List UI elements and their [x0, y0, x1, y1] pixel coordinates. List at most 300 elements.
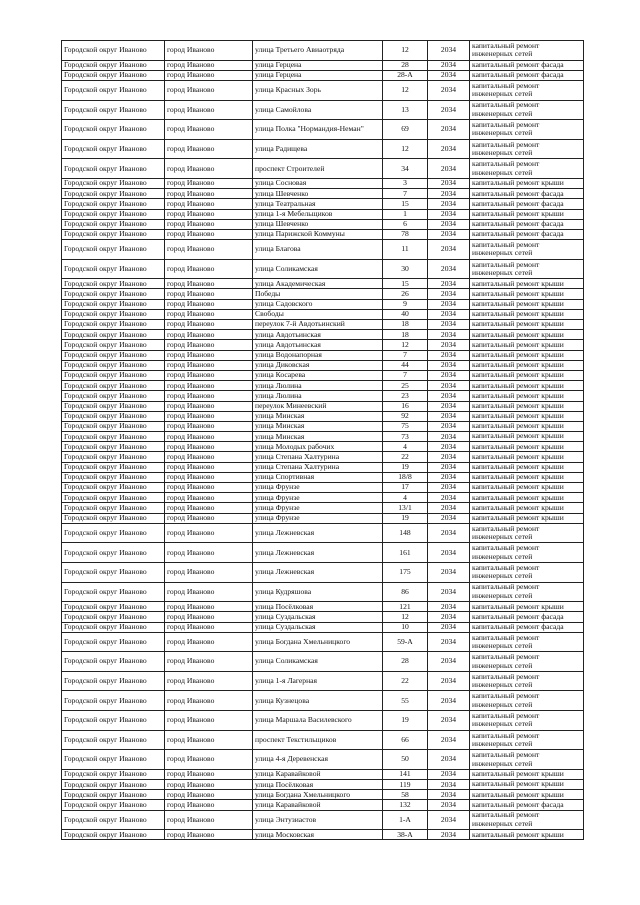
work-type-cell: капитальный ремонт крыши [470, 452, 584, 462]
city-cell: город Иваново [165, 279, 253, 289]
work-type-cell: капитальный ремонт крыши [470, 472, 584, 482]
work-type-cell: капитальный ремонт инженерных сетей [470, 582, 584, 602]
year-cell: 2034 [428, 800, 470, 810]
work-type-cell: капитальный ремонт крыши [470, 769, 584, 779]
year-cell: 2034 [428, 493, 470, 503]
city-cell: город Иваново [165, 523, 253, 543]
district-cell: Городской округ Иваново [62, 432, 165, 442]
table-row [62, 120, 584, 140]
district-cell: Городской округ Иваново [62, 442, 165, 452]
house-number-cell: 34 [383, 159, 428, 179]
house-number-cell: 13/1 [383, 503, 428, 513]
street-cell: улица Минская [253, 421, 383, 431]
year-cell: 2034 [428, 562, 470, 582]
year-cell: 2034 [428, 830, 470, 840]
work-type-cell: капитальный ремонт инженерных сетей [470, 730, 584, 750]
year-cell: 2034 [428, 632, 470, 652]
house-number-cell: 121 [383, 602, 428, 612]
district-cell: Городской округ Иваново [62, 483, 165, 493]
work-type-cell: капитальный ремонт крыши [470, 309, 584, 319]
table-row [62, 41, 584, 61]
street-cell: улица Диковская [253, 360, 383, 370]
year-cell: 2034 [428, 178, 470, 188]
district-cell: Городской округ Иваново [62, 562, 165, 582]
street-cell: улица Парижской Коммуны [253, 229, 383, 239]
district-cell: Городской округ Иваново [62, 259, 165, 279]
year-cell: 2034 [428, 80, 470, 100]
street-cell: улица 1-я Лагерная [253, 671, 383, 691]
house-number-cell: 18 [383, 330, 428, 340]
district-cell: Городской округ Иваново [62, 309, 165, 319]
table-row [62, 330, 584, 340]
street-cell: улица Сосновая [253, 178, 383, 188]
year-cell: 2034 [428, 70, 470, 80]
house-number-cell: 4 [383, 493, 428, 503]
district-cell: Городской округ Иваново [62, 60, 165, 70]
district-cell: Городской округ Иваново [62, 370, 165, 380]
year-cell: 2034 [428, 391, 470, 401]
district-cell: Городской округ Иваново [62, 411, 165, 421]
district-cell: Городской округ Иваново [62, 401, 165, 411]
work-type-cell: капитальный ремонт инженерных сетей [470, 240, 584, 260]
house-number-cell: 18/8 [383, 472, 428, 482]
street-cell: улица Люлина [253, 391, 383, 401]
table-row [62, 289, 584, 299]
city-cell: город Иваново [165, 602, 253, 612]
city-cell: город Иваново [165, 421, 253, 431]
street-cell: улица 1-я Мебельщиков [253, 209, 383, 219]
district-cell: Городской округ Иваново [62, 652, 165, 672]
house-number-cell: 59-А [383, 632, 428, 652]
work-type-cell: капитальный ремонт крыши [470, 360, 584, 370]
work-type-cell: капитальный ремонт крыши [470, 493, 584, 503]
city-cell: город Иваново [165, 70, 253, 80]
city-cell: город Иваново [165, 350, 253, 360]
year-cell: 2034 [428, 472, 470, 482]
city-cell: город Иваново [165, 299, 253, 309]
city-cell: город Иваново [165, 671, 253, 691]
city-cell: город Иваново [165, 229, 253, 239]
city-cell: город Иваново [165, 730, 253, 750]
house-number-cell: 7 [383, 370, 428, 380]
city-cell: город Иваново [165, 340, 253, 350]
district-cell: Городской округ Иваново [62, 543, 165, 563]
year-cell: 2034 [428, 309, 470, 319]
house-number-cell: 26 [383, 289, 428, 299]
street-cell: Победы [253, 289, 383, 299]
city-cell: город Иваново [165, 159, 253, 179]
house-number-cell: 44 [383, 360, 428, 370]
table-row [62, 178, 584, 188]
city-cell: город Иваново [165, 189, 253, 199]
city-cell: город Иваново [165, 483, 253, 493]
city-cell: город Иваново [165, 790, 253, 800]
house-number-cell: 22 [383, 671, 428, 691]
table-row [62, 279, 584, 289]
work-type-cell: капитальный ремонт крыши [470, 340, 584, 350]
work-type-cell: капитальный ремонт крыши [470, 320, 584, 330]
district-cell: Городской округ Иваново [62, 219, 165, 229]
table-row [62, 800, 584, 810]
district-cell: Городской округ Иваново [62, 780, 165, 790]
work-type-cell: капитальный ремонт крыши [470, 279, 584, 289]
table-row [62, 139, 584, 159]
street-cell: улица Каравайковой [253, 769, 383, 779]
repair-schedule-table [61, 40, 584, 840]
work-type-cell: капитальный ремонт крыши [470, 178, 584, 188]
city-cell: город Иваново [165, 769, 253, 779]
street-cell: улица 4-я Деревенская [253, 750, 383, 770]
house-number-cell: 6 [383, 219, 428, 229]
house-number-cell: 7 [383, 350, 428, 360]
city-cell: город Иваново [165, 452, 253, 462]
house-number-cell: 3 [383, 178, 428, 188]
table-row [62, 452, 584, 462]
table-row [62, 523, 584, 543]
house-number-cell: 66 [383, 730, 428, 750]
city-cell: город Иваново [165, 493, 253, 503]
city-cell: город Иваново [165, 543, 253, 563]
house-number-cell: 148 [383, 523, 428, 543]
street-cell: улица Театральная [253, 199, 383, 209]
district-cell: Городской округ Иваново [62, 612, 165, 622]
district-cell: Городской округ Иваново [62, 671, 165, 691]
year-cell: 2034 [428, 483, 470, 493]
table-row [62, 582, 584, 602]
district-cell: Городской округ Иваново [62, 100, 165, 120]
work-type-cell: капитальный ремонт фасада [470, 800, 584, 810]
house-number-cell: 58 [383, 790, 428, 800]
street-cell: улица Фрунзе [253, 483, 383, 493]
street-cell: улица Кудряшова [253, 582, 383, 602]
street-cell: улица Герцена [253, 70, 383, 80]
street-cell: улица Соликамская [253, 652, 383, 672]
street-cell: улица Лежневская [253, 543, 383, 563]
work-type-cell: капитальный ремонт инженерных сетей [470, 159, 584, 179]
table-row [62, 70, 584, 80]
district-cell: Городской округ Иваново [62, 41, 165, 61]
street-cell: улица Богдана Хмельницкого [253, 632, 383, 652]
work-type-cell: капитальный ремонт крыши [470, 411, 584, 421]
city-cell: город Иваново [165, 691, 253, 711]
table-row [62, 80, 584, 100]
city-cell: город Иваново [165, 432, 253, 442]
table-row [62, 299, 584, 309]
district-cell: Городской округ Иваново [62, 452, 165, 462]
work-type-cell: капитальный ремонт крыши [470, 350, 584, 360]
city-cell: город Иваново [165, 632, 253, 652]
work-type-cell: капитальный ремонт инженерных сетей [470, 652, 584, 672]
city-cell: город Иваново [165, 800, 253, 810]
city-cell: город Иваново [165, 830, 253, 840]
year-cell: 2034 [428, 652, 470, 672]
city-cell: город Иваново [165, 178, 253, 188]
street-cell: улица Радищева [253, 139, 383, 159]
city-cell: город Иваново [165, 750, 253, 770]
table-row [62, 421, 584, 431]
street-cell: улица Фрунзе [253, 503, 383, 513]
city-cell: город Иваново [165, 472, 253, 482]
district-cell: Городской округ Иваново [62, 381, 165, 391]
work-type-cell: капитальный ремонт инженерных сетей [470, 139, 584, 159]
work-type-cell: капитальный ремонт инженерных сетей [470, 41, 584, 61]
table-row [62, 209, 584, 219]
table-row [62, 790, 584, 800]
house-number-cell: 19 [383, 513, 428, 523]
table-row [62, 189, 584, 199]
table-row [62, 381, 584, 391]
work-type-cell: капитальный ремонт инженерных сетей [470, 632, 584, 652]
house-number-cell: 18 [383, 320, 428, 330]
city-cell: город Иваново [165, 612, 253, 622]
district-cell: Городской округ Иваново [62, 691, 165, 711]
year-cell: 2034 [428, 401, 470, 411]
year-cell: 2034 [428, 370, 470, 380]
house-number-cell: 161 [383, 543, 428, 563]
year-cell: 2034 [428, 513, 470, 523]
street-cell: улица Авдотьинская [253, 330, 383, 340]
year-cell: 2034 [428, 299, 470, 309]
street-cell: улица Шевченко [253, 219, 383, 229]
work-type-cell: капитальный ремонт крыши [470, 462, 584, 472]
street-cell: улица Лежневская [253, 523, 383, 543]
work-type-cell: капитальный ремонт крыши [470, 602, 584, 612]
street-cell: улица Академическая [253, 279, 383, 289]
year-cell: 2034 [428, 780, 470, 790]
district-cell: Городской округ Иваново [62, 240, 165, 260]
house-number-cell: 12 [383, 80, 428, 100]
street-cell: улица Суздальская [253, 622, 383, 632]
year-cell: 2034 [428, 750, 470, 770]
work-type-cell: капитальный ремонт инженерных сетей [470, 120, 584, 140]
district-cell: Городской округ Иваново [62, 189, 165, 199]
table-row [62, 219, 584, 229]
street-cell: улица Садовского [253, 299, 383, 309]
street-cell: улица Спортивная [253, 472, 383, 482]
city-cell: город Иваново [165, 80, 253, 100]
district-cell: Городской округ Иваново [62, 320, 165, 330]
table-row [62, 602, 584, 612]
house-number-cell: 12 [383, 139, 428, 159]
house-number-cell: 38-А [383, 830, 428, 840]
work-type-cell: капитальный ремонт инженерных сетей [470, 810, 584, 830]
table-row [62, 652, 584, 672]
house-number-cell: 22 [383, 452, 428, 462]
house-number-cell: 40 [383, 309, 428, 319]
street-cell: улица Фрунзе [253, 493, 383, 503]
table-row [62, 100, 584, 120]
year-cell: 2034 [428, 432, 470, 442]
street-cell: улица Шевченко [253, 189, 383, 199]
district-cell: Городской округ Иваново [62, 513, 165, 523]
house-number-cell: 7 [383, 189, 428, 199]
work-type-cell: капитальный ремонт крыши [470, 483, 584, 493]
work-type-cell: капитальный ремонт фасада [470, 229, 584, 239]
work-type-cell: капитальный ремонт крыши [470, 370, 584, 380]
year-cell: 2034 [428, 279, 470, 289]
work-type-cell: капитальный ремонт крыши [470, 432, 584, 442]
table-row [62, 769, 584, 779]
table-row [62, 199, 584, 209]
work-type-cell: капитальный ремонт крыши [470, 330, 584, 340]
street-cell: улица Кузнецова [253, 691, 383, 711]
city-cell: город Иваново [165, 209, 253, 219]
table-row [62, 432, 584, 442]
city-cell: город Иваново [165, 360, 253, 370]
district-cell: Городской округ Иваново [62, 810, 165, 830]
district-cell: Городской округ Иваново [62, 730, 165, 750]
district-cell: Городской округ Иваново [62, 632, 165, 652]
table-row [62, 503, 584, 513]
year-cell: 2034 [428, 381, 470, 391]
house-number-cell: 4 [383, 442, 428, 452]
street-cell: улица Полка "Нормандия-Неман" [253, 120, 383, 140]
house-number-cell: 23 [383, 391, 428, 401]
table-row [62, 391, 584, 401]
house-number-cell: 12 [383, 41, 428, 61]
year-cell: 2034 [428, 730, 470, 750]
year-cell: 2034 [428, 421, 470, 431]
district-cell: Городской округ Иваново [62, 472, 165, 482]
table-row [62, 543, 584, 563]
year-cell: 2034 [428, 100, 470, 120]
work-type-cell: капитальный ремонт фасада [470, 612, 584, 622]
work-type-cell: капитальный ремонт инженерных сетей [470, 671, 584, 691]
year-cell: 2034 [428, 602, 470, 612]
table-row [62, 462, 584, 472]
year-cell: 2034 [428, 612, 470, 622]
district-cell: Городской округ Иваново [62, 360, 165, 370]
house-number-cell: 75 [383, 421, 428, 431]
street-cell: улица Посёлковая [253, 780, 383, 790]
year-cell: 2034 [428, 159, 470, 179]
city-cell: город Иваново [165, 810, 253, 830]
house-number-cell: 132 [383, 800, 428, 810]
district-cell: Городской округ Иваново [62, 462, 165, 472]
house-number-cell: 12 [383, 612, 428, 622]
district-cell: Городской округ Иваново [62, 622, 165, 632]
city-cell: город Иваново [165, 622, 253, 632]
street-cell: улица Молодых рабочих [253, 442, 383, 452]
table-row [62, 259, 584, 279]
city-cell: город Иваново [165, 320, 253, 330]
house-number-cell: 15 [383, 279, 428, 289]
table-row [62, 240, 584, 260]
house-number-cell: 55 [383, 691, 428, 711]
year-cell: 2034 [428, 411, 470, 421]
street-cell: улица Каравайковой [253, 800, 383, 810]
house-number-cell: 141 [383, 769, 428, 779]
street-cell: улица Маршала Василевского [253, 711, 383, 731]
city-cell: город Иваново [165, 652, 253, 672]
year-cell: 2034 [428, 691, 470, 711]
work-type-cell: капитальный ремонт инженерных сетей [470, 543, 584, 563]
district-cell: Городской округ Иваново [62, 503, 165, 513]
work-type-cell: капитальный ремонт крыши [470, 289, 584, 299]
table-row [62, 562, 584, 582]
district-cell: Городской округ Иваново [62, 582, 165, 602]
table-row [62, 632, 584, 652]
year-cell: 2034 [428, 671, 470, 691]
house-number-cell: 28 [383, 60, 428, 70]
city-cell: город Иваново [165, 139, 253, 159]
district-cell: Городской округ Иваново [62, 229, 165, 239]
work-type-cell: капитальный ремонт фасада [470, 70, 584, 80]
district-cell: Городской округ Иваново [62, 289, 165, 299]
year-cell: 2034 [428, 790, 470, 800]
district-cell: Городской округ Иваново [62, 790, 165, 800]
work-type-cell: капитальный ремонт крыши [470, 790, 584, 800]
district-cell: Городской округ Иваново [62, 421, 165, 431]
city-cell: город Иваново [165, 391, 253, 401]
house-number-cell: 10 [383, 622, 428, 632]
district-cell: Городской округ Иваново [62, 750, 165, 770]
year-cell: 2034 [428, 209, 470, 219]
district-cell: Городской округ Иваново [62, 800, 165, 810]
street-cell: улица Фрунзе [253, 513, 383, 523]
work-type-cell: капитальный ремонт крыши [470, 830, 584, 840]
year-cell: 2034 [428, 229, 470, 239]
house-number-cell: 92 [383, 411, 428, 421]
year-cell: 2034 [428, 240, 470, 260]
year-cell: 2034 [428, 503, 470, 513]
house-number-cell: 69 [383, 120, 428, 140]
district-cell: Городской округ Иваново [62, 830, 165, 840]
work-type-cell: капитальный ремонт крыши [470, 401, 584, 411]
street-cell: улица Московская [253, 830, 383, 840]
work-type-cell: капитальный ремонт фасада [470, 219, 584, 229]
street-cell: улица Люлина [253, 381, 383, 391]
table-row [62, 780, 584, 790]
table-row [62, 493, 584, 503]
work-type-cell: капитальный ремонт крыши [470, 209, 584, 219]
year-cell: 2034 [428, 199, 470, 209]
street-cell: улица Соликамская [253, 259, 383, 279]
street-cell: улица Минская [253, 411, 383, 421]
work-type-cell: капитальный ремонт фасада [470, 622, 584, 632]
street-cell: улица Минская [253, 432, 383, 442]
year-cell: 2034 [428, 523, 470, 543]
street-cell: улица Степана Халтурина [253, 462, 383, 472]
district-cell: Городской округ Иваново [62, 330, 165, 340]
district-cell: Городской округ Иваново [62, 523, 165, 543]
district-cell: Городской округ Иваново [62, 279, 165, 289]
house-number-cell: 19 [383, 711, 428, 731]
year-cell: 2034 [428, 320, 470, 330]
city-cell: город Иваново [165, 562, 253, 582]
city-cell: город Иваново [165, 513, 253, 523]
street-cell: улица Водонапорная [253, 350, 383, 360]
district-cell: Городской округ Иваново [62, 139, 165, 159]
city-cell: город Иваново [165, 219, 253, 229]
city-cell: город Иваново [165, 259, 253, 279]
district-cell: Городской округ Иваново [62, 120, 165, 140]
year-cell: 2034 [428, 360, 470, 370]
city-cell: город Иваново [165, 41, 253, 61]
year-cell: 2034 [428, 120, 470, 140]
work-type-cell: капитальный ремонт крыши [470, 513, 584, 523]
work-type-cell: капитальный ремонт инженерных сетей [470, 750, 584, 770]
table-row [62, 159, 584, 179]
table-row [62, 830, 584, 840]
street-cell: переулок Минеевский [253, 401, 383, 411]
city-cell: город Иваново [165, 60, 253, 70]
street-cell: улица Третьего Авиаотряда [253, 41, 383, 61]
city-cell: город Иваново [165, 462, 253, 472]
work-type-cell: капитальный ремонт фасада [470, 199, 584, 209]
street-cell: улица Самойлова [253, 100, 383, 120]
table-row [62, 691, 584, 711]
